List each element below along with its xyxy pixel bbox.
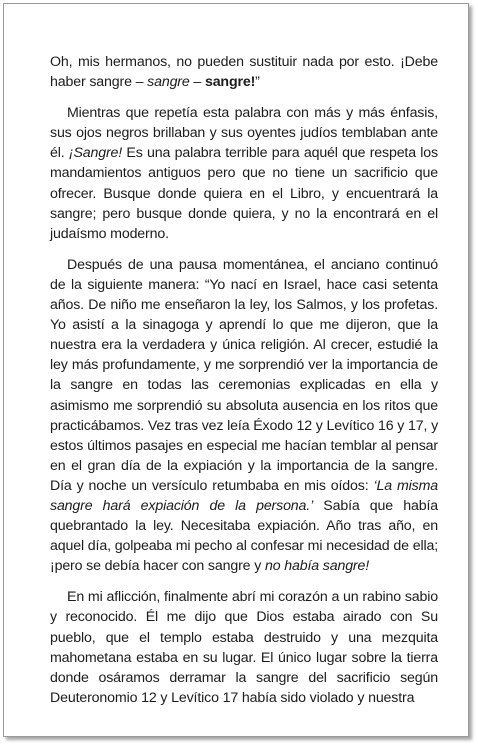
text-run: Después de una pausa momentánea, el anciano continuó de la siguiente manera: “Yo nací en Israel, hace casi setenta años. De niño me enseñaron la ley, los Salmos, y los profetas. Yo asistí a la sinagoga y aprendí lo que me dijeron, que la nuestra era la verdadera y única religión. Al crecer, estudié la ley más profundamente, y me sorprendió ver la importancia de la sangre en todas las ceremonias explicadas en ella y asimismo me sorprendió su absoluta ausencia en los ritos que practicábamos. Vez tras vez leía Éxodo 12 y Levítico 16 y 17, y estos últimos pasajes en especial me hacían temblar al pensar en el gran día de la expiación y la importancia de la sangre. Día y noche un versículo retumbaba en mis oídos: <box>50 256 439 494</box>
paragraph-4 <box>50 587 438 708</box>
text-column <box>50 52 438 708</box>
text-run: Oh, mis hermanos, no pueden sustituir nada por esto. ¡Debe haber sangre – <box>50 54 438 91</box>
paragraph-2 <box>50 103 438 244</box>
paragraph-1 <box>50 52 438 92</box>
page-frame <box>3 3 469 737</box>
emphasis-bold: sangre! <box>204 74 256 91</box>
emphasis-italic: no había sangre! <box>264 558 370 575</box>
paragraph-3 <box>50 255 438 577</box>
text-run: En mi aflicción, finalmente abrí mi corazón a un rabino sabio y reconocido. Él me dijo que Dios estaba airado con Su pueblo, que el templo estaba destruido y una mezquita mahometana estaba en su lugar. El único lugar sobre la tierra donde osáramos derramar la sangre del sacrificio según Deuteronomio 12 y Levítico 17 había sido violado y nuestra <box>50 589 438 706</box>
text-run: ” <box>255 74 260 91</box>
text-run: Sabía que había quebrantado la ley. Necesitaba expiación. Año tras año, en aquel día, golpeaba mi pecho al confesar mi necesidad de ella; ¡pero se debía hacer con sangre y <box>50 497 438 575</box>
emphasis-italic: ¡Sangre! <box>68 145 123 162</box>
text-run: – <box>189 74 205 91</box>
text-run: Es una palabra terrible para aquél que respeta los mandamientos antiguos pero que no tiene un sacrificio que ofrecer. Busque donde quiera en el Libro, y encuentrará la sangre; pero busque donde quiera, y no la encontrará en el judaísmo moderno. <box>50 145 438 242</box>
emphasis-italic: sangre <box>147 74 190 91</box>
text-run: Mientras que repetía esta palabra con más y más énfasis, sus ojos negros brillaban y sus oyentes judíos temblaban ante él. <box>50 105 438 162</box>
emphasis-italic: ‘La misma sangre hará expiación de la persona.’ <box>50 477 438 514</box>
